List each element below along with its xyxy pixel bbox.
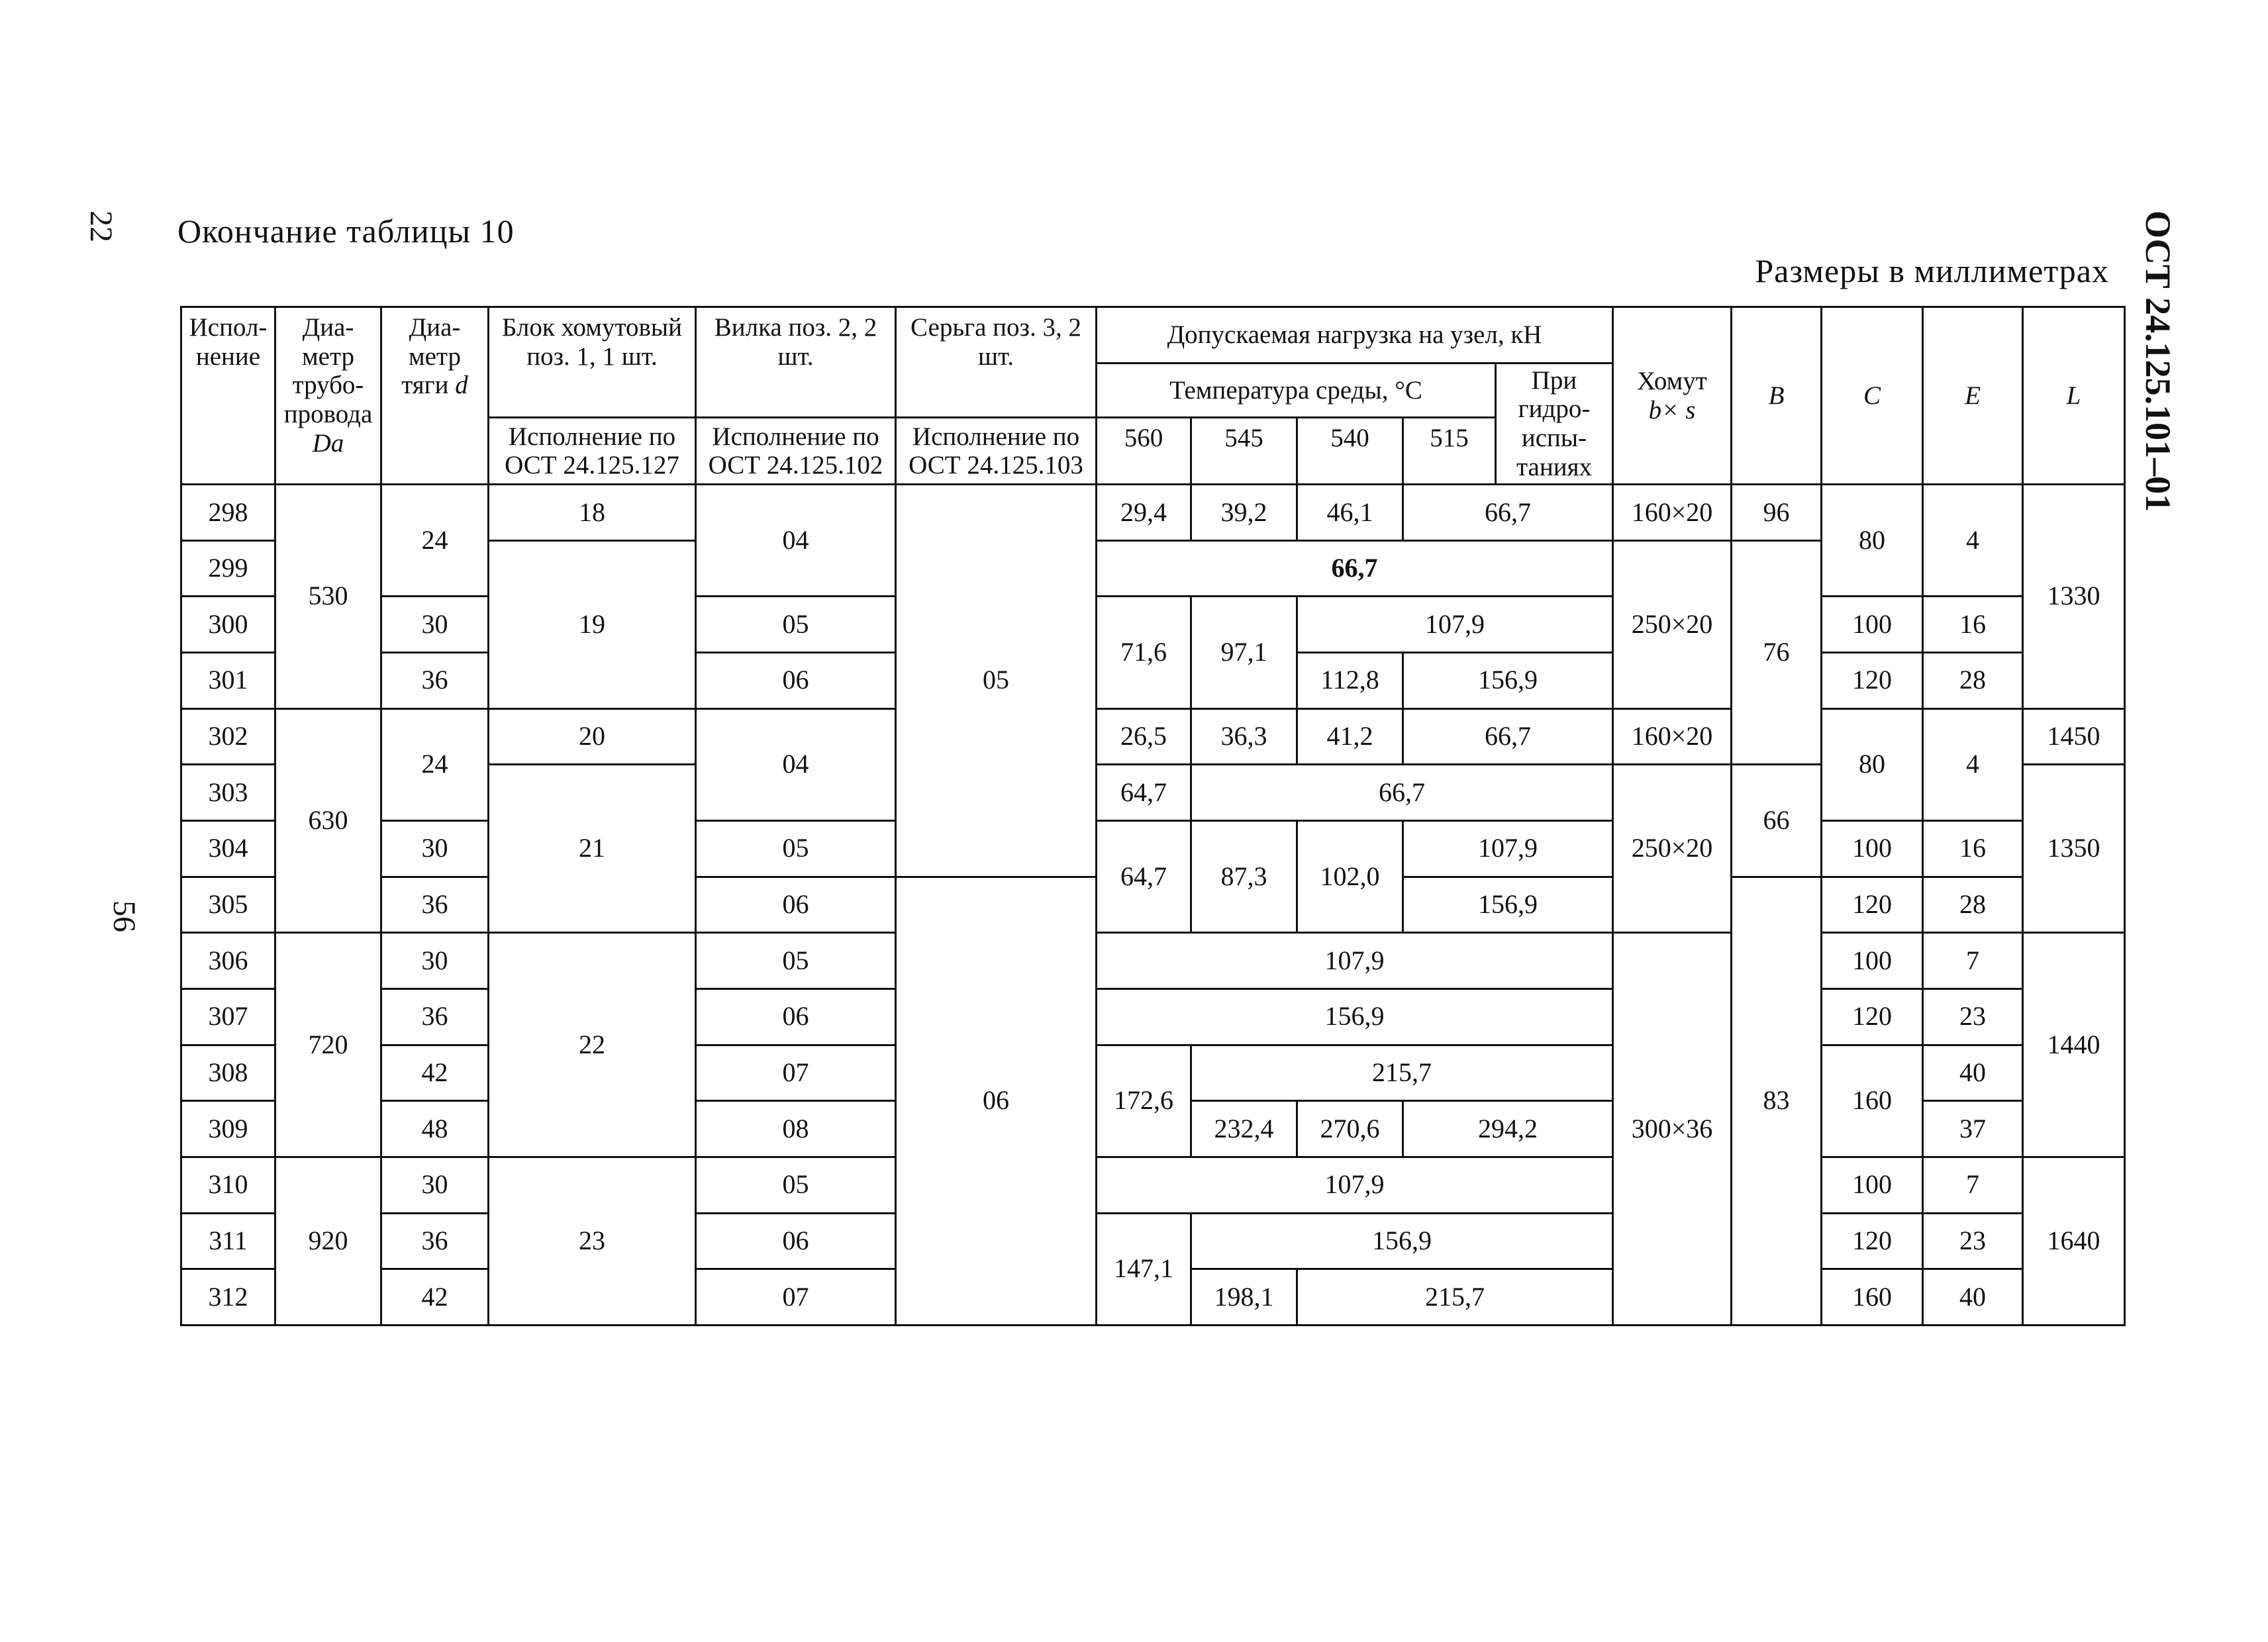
cell-L: 1350 bbox=[2023, 765, 2125, 933]
cell-load: 215,7 bbox=[1191, 1045, 1613, 1101]
cell-vilka: 04 bbox=[696, 708, 896, 820]
cell-ispolnenie: 305 bbox=[181, 877, 275, 933]
header-diam-pipe: Диа-метр трубо-провода Da bbox=[275, 307, 381, 485]
table-row bbox=[181, 821, 2125, 877]
cell-diam-pipe: 630 bbox=[275, 708, 381, 933]
cell-load: 41,2 bbox=[1297, 708, 1403, 765]
cell-load: 147,1 bbox=[1097, 1213, 1191, 1325]
cell-blok: 19 bbox=[489, 540, 696, 708]
cell-load: 66,7 bbox=[1403, 485, 1613, 541]
cell-C: 160 bbox=[1822, 1269, 1923, 1326]
cell-blok: 22 bbox=[489, 933, 696, 1157]
cell-load: 36,3 bbox=[1191, 708, 1297, 765]
cell-load: 172,6 bbox=[1097, 1045, 1191, 1157]
cell-B: 66 bbox=[1732, 765, 1822, 877]
cell-ispolnenie: 311 bbox=[181, 1213, 275, 1269]
cell-diam-rod: 42 bbox=[381, 1045, 489, 1101]
header-diam-rod: Диа-метр тяги d bbox=[381, 307, 489, 485]
cell-load: 26,5 bbox=[1097, 708, 1191, 765]
cell-load: 64,7 bbox=[1097, 821, 1191, 933]
cell-diam-rod: 24 bbox=[381, 708, 489, 820]
cell-C: 100 bbox=[1822, 821, 1923, 877]
cell-C: 100 bbox=[1822, 597, 1923, 653]
table-row bbox=[181, 485, 2125, 541]
cell-vilka: 05 bbox=[696, 821, 896, 877]
cell-ispolnenie: 302 bbox=[181, 708, 275, 765]
table-row bbox=[181, 1045, 2125, 1101]
cell-load: 97,1 bbox=[1191, 597, 1297, 708]
cell-load: 107,9 bbox=[1097, 933, 1613, 989]
cell-E: 16 bbox=[1923, 821, 2023, 877]
table-row bbox=[181, 933, 2125, 989]
cell-blok: 18 bbox=[489, 485, 696, 541]
cell-C: 100 bbox=[1822, 933, 1923, 989]
cell-C: 80 bbox=[1822, 708, 1923, 820]
page-number: 22 bbox=[83, 211, 119, 242]
cell-load: 39,2 bbox=[1191, 485, 1297, 541]
cell-vilka: 06 bbox=[696, 1213, 896, 1269]
cell-serga: 06 bbox=[896, 877, 1097, 1325]
cell-diam-pipe: 720 bbox=[275, 933, 381, 1157]
cell-load: 156,9 bbox=[1403, 653, 1613, 709]
cell-B: 76 bbox=[1732, 540, 1822, 765]
cell-E: 4 bbox=[1923, 485, 2023, 597]
header-std-103: Исполнение по ОСТ 24.125.103 bbox=[896, 418, 1097, 485]
cell-C: 160 bbox=[1822, 1045, 1923, 1157]
cell-vilka: 07 bbox=[696, 1045, 896, 1101]
cell-khomut: 250×20 bbox=[1613, 540, 1732, 708]
cell-vilka: 05 bbox=[696, 933, 896, 989]
cell-ispolnenie: 307 bbox=[181, 989, 275, 1045]
cell-E: 7 bbox=[1923, 933, 2023, 989]
header-t545: 545 bbox=[1191, 418, 1297, 485]
cell-load: 232,4 bbox=[1191, 1101, 1297, 1157]
units-note: Размеры в миллиметрах bbox=[1755, 252, 2109, 289]
cell-vilka: 06 bbox=[696, 877, 896, 933]
cell-load: 156,9 bbox=[1403, 877, 1613, 933]
cell-load: 156,9 bbox=[1191, 1213, 1613, 1269]
cell-khomut: 160×20 bbox=[1613, 485, 1732, 541]
cell-load: 87,3 bbox=[1191, 821, 1297, 933]
cell-L: 1330 bbox=[2023, 485, 2125, 709]
data-table bbox=[180, 306, 2126, 1326]
cell-ispolnenie: 298 bbox=[181, 485, 275, 541]
cell-ispolnenie: 304 bbox=[181, 821, 275, 877]
cell-ispolnenie: 306 bbox=[181, 933, 275, 989]
cell-diam-rod: 30 bbox=[381, 1157, 489, 1213]
cell-load: 107,9 bbox=[1297, 597, 1613, 653]
header-vilka: Вилка поз. 2, 2 шт. bbox=[696, 307, 896, 418]
cell-L: 1440 bbox=[2023, 933, 2125, 1157]
table-row bbox=[181, 1157, 2125, 1213]
header-L: L bbox=[2023, 307, 2125, 485]
cell-C: 100 bbox=[1822, 1157, 1923, 1213]
table-row bbox=[181, 989, 2125, 1045]
cell-diam-rod: 36 bbox=[381, 989, 489, 1045]
cell-C: 120 bbox=[1822, 877, 1923, 933]
header-serga: Серьга поз. 3, 2 шт. bbox=[896, 307, 1097, 418]
cell-ispolnenie: 310 bbox=[181, 1157, 275, 1213]
cell-E: 7 bbox=[1923, 1157, 2023, 1213]
cell-diam-rod: 30 bbox=[381, 821, 489, 877]
header-temp: Температура среды, °С bbox=[1097, 363, 1496, 418]
header-E: E bbox=[1923, 307, 2023, 485]
cell-load: 66,7 bbox=[1403, 708, 1613, 765]
header-hydro: При гидро-испы-таниях bbox=[1496, 363, 1613, 484]
cell-B: 83 bbox=[1732, 877, 1822, 1325]
cell-diam-rod: 42 bbox=[381, 1269, 489, 1326]
cell-diam-rod: 36 bbox=[381, 877, 489, 933]
document-number: ОСТ 24.125.101–01 bbox=[2138, 211, 2178, 512]
cell-load: 198,1 bbox=[1191, 1269, 1297, 1326]
cell-diam-rod: 36 bbox=[381, 653, 489, 709]
cell-serga: 05 bbox=[896, 485, 1097, 877]
cell-diam-rod: 24 bbox=[381, 485, 489, 597]
header-load: Допускаемая нагрузка на узел, кН bbox=[1097, 307, 1613, 363]
cell-khomut: 160×20 bbox=[1613, 708, 1732, 765]
table-row bbox=[181, 1213, 2125, 1269]
header-ispolnenie: Испол-нение bbox=[181, 307, 275, 485]
cell-E: 23 bbox=[1923, 989, 2023, 1045]
cell-load: 46,1 bbox=[1297, 485, 1403, 541]
header-std-127: Исполнение по ОСТ 24.125.127 bbox=[489, 418, 696, 485]
header-C: C bbox=[1822, 307, 1923, 485]
cell-blok: 23 bbox=[489, 1157, 696, 1325]
cell-E: 23 bbox=[1923, 1213, 2023, 1269]
cell-load: 102,0 bbox=[1297, 821, 1403, 933]
cell-E: 4 bbox=[1923, 708, 2023, 820]
cell-ispolnenie: 308 bbox=[181, 1045, 275, 1101]
cell-vilka: 07 bbox=[696, 1269, 896, 1326]
cell-E: 40 bbox=[1923, 1269, 2023, 1326]
cell-vilka: 05 bbox=[696, 597, 896, 653]
cell-ispolnenie: 309 bbox=[181, 1101, 275, 1157]
cell-ispolnenie: 312 bbox=[181, 1269, 275, 1326]
cell-ispolnenie: 301 bbox=[181, 653, 275, 709]
header-t560: 560 bbox=[1097, 418, 1191, 485]
cell-E: 28 bbox=[1923, 877, 2023, 933]
table-row bbox=[181, 708, 2125, 765]
cell-E: 40 bbox=[1923, 1045, 2023, 1101]
cell-diam-pipe: 530 bbox=[275, 485, 381, 709]
cell-vilka: 06 bbox=[696, 989, 896, 1045]
cell-load: 294,2 bbox=[1403, 1101, 1613, 1157]
cell-load: 66,7 bbox=[1097, 540, 1613, 597]
cell-L: 1450 bbox=[2023, 708, 2125, 765]
cell-blok: 20 bbox=[489, 708, 696, 765]
cell-diam-rod: 30 bbox=[381, 597, 489, 653]
cell-E: 16 bbox=[1923, 597, 2023, 653]
cell-C: 120 bbox=[1822, 989, 1923, 1045]
cell-load: 29,4 bbox=[1097, 485, 1191, 541]
cell-E: 28 bbox=[1923, 653, 2023, 709]
cell-diam-pipe: 920 bbox=[275, 1157, 381, 1325]
cell-load: 215,7 bbox=[1297, 1269, 1613, 1326]
header-t540: 540 bbox=[1297, 418, 1403, 485]
header-khomut: Хомут b× s bbox=[1613, 307, 1732, 485]
cell-E: 37 bbox=[1923, 1101, 2023, 1157]
table-row bbox=[181, 597, 2125, 653]
cell-load: 107,9 bbox=[1403, 821, 1613, 877]
cell-ispolnenie: 299 bbox=[181, 540, 275, 597]
cell-load: 156,9 bbox=[1097, 989, 1613, 1045]
cell-load: 107,9 bbox=[1097, 1157, 1613, 1213]
table-caption: Окончание таблицы 10 bbox=[177, 213, 515, 250]
cell-L: 1640 bbox=[2023, 1157, 2125, 1325]
cell-vilka: 06 bbox=[696, 653, 896, 709]
cell-ispolnenie: 303 bbox=[181, 765, 275, 821]
cell-diam-rod: 48 bbox=[381, 1101, 489, 1157]
cell-load: 112,8 bbox=[1297, 653, 1403, 709]
cell-load: 64,7 bbox=[1097, 765, 1191, 821]
cell-diam-rod: 30 bbox=[381, 933, 489, 989]
cell-C: 120 bbox=[1822, 1213, 1923, 1269]
cell-load: 270,6 bbox=[1297, 1101, 1403, 1157]
sheet-number: 56 bbox=[107, 900, 142, 932]
cell-C: 80 bbox=[1822, 485, 1923, 597]
header-B: B bbox=[1732, 307, 1822, 485]
cell-blok: 21 bbox=[489, 765, 696, 933]
cell-vilka: 04 bbox=[696, 485, 896, 597]
header-t515: 515 bbox=[1403, 418, 1496, 485]
header-blok: Блок хомутовый поз. 1, 1 шт. bbox=[489, 307, 696, 418]
cell-khomut: 300×36 bbox=[1613, 933, 1732, 1326]
header-std-102: Исполнение по ОСТ 24.125.102 bbox=[696, 418, 896, 485]
cell-khomut: 250×20 bbox=[1613, 765, 1732, 933]
cell-B: 96 bbox=[1732, 485, 1822, 541]
cell-load: 66,7 bbox=[1191, 765, 1613, 821]
cell-ispolnenie: 300 bbox=[181, 597, 275, 653]
cell-vilka: 05 bbox=[696, 1157, 896, 1213]
cell-diam-rod: 36 bbox=[381, 1213, 489, 1269]
cell-vilka: 08 bbox=[696, 1101, 896, 1157]
cell-C: 120 bbox=[1822, 653, 1923, 709]
cell-load: 71,6 bbox=[1097, 597, 1191, 708]
